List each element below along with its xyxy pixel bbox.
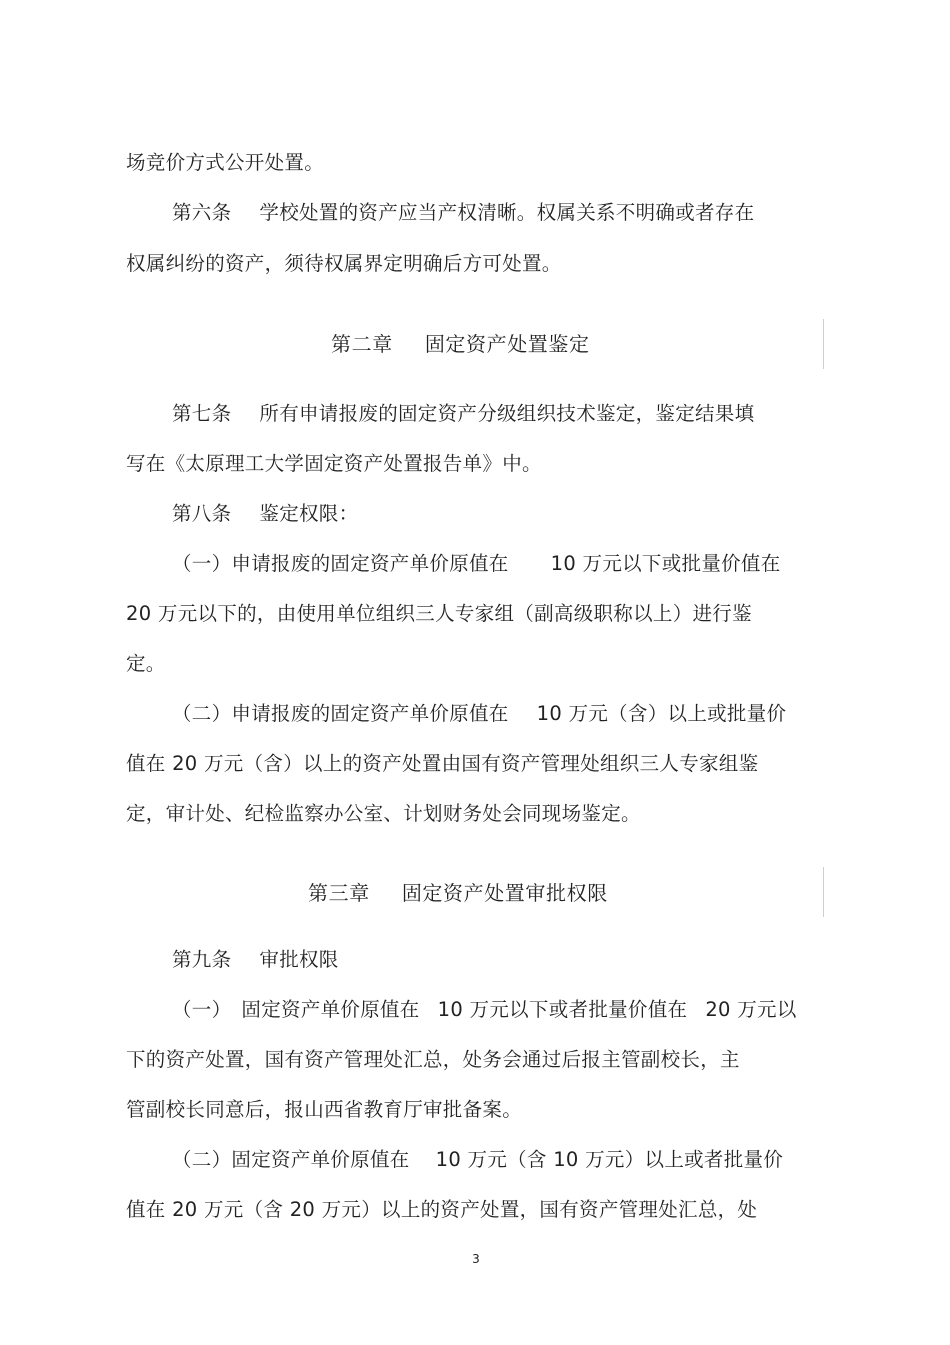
chapter-label: 第三章: [308, 881, 370, 905]
body-line: [126, 150, 324, 176]
text-run: （一）申请报废的固定资产单价原值在: [172, 552, 509, 575]
text-run: 值在 20 万元（含 20 万元）以上的资产处置，国有资产管理处汇总，处: [126, 1198, 758, 1221]
text-run: 20 万元以下的，由使用单位组织三人专家组（副高级职称以上）进行鉴: [126, 602, 752, 625]
item-line: [172, 701, 786, 727]
item-line: [172, 997, 797, 1023]
chapter-heading: [308, 880, 608, 906]
edge-mark: [823, 867, 824, 917]
article-8: [172, 501, 358, 527]
item-line: [172, 1147, 783, 1173]
text-run: 10 万元以下或者批量价值在: [437, 998, 688, 1021]
text-run: 固定资产单价原值在: [241, 998, 420, 1021]
text-run: 审批权限: [259, 948, 339, 971]
chapter-title: 固定资产处置审批权限: [401, 881, 608, 905]
text-run: 下的资产处置，国有资产管理处汇总，处务会通过后报主管副校长，主: [126, 1048, 740, 1071]
body-line: [126, 1097, 522, 1123]
text-run: 值在 20 万元（含）以上的资产处置由国有资产管理处组织三人专家组鉴: [126, 752, 759, 775]
item-line: [172, 551, 781, 577]
text-run: 20 万元以: [705, 998, 797, 1021]
text-run: （二）申请报废的固定资产单价原值在: [172, 702, 509, 725]
text-run: （二）固定资产单价原值在: [172, 1148, 410, 1171]
article-label: 第六条: [172, 201, 232, 224]
text-run: 写在《太原理工大学固定资产处置报告单》中。: [126, 452, 542, 475]
chapter-label: 第二章: [331, 332, 393, 356]
body-line: [126, 1047, 740, 1073]
body-line: [126, 251, 562, 277]
article-label: 第九条: [172, 948, 232, 971]
article-6: [172, 200, 754, 226]
article-9: [172, 947, 339, 973]
text-run: 所有申请报废的固定资产分级组织技术鉴定，鉴定结果填: [259, 402, 755, 425]
chapter-title: 固定资产处置鉴定: [424, 332, 590, 356]
article-label: 第八条: [172, 502, 232, 525]
page-number: 3: [472, 1252, 480, 1266]
text-run: （一）: [172, 998, 232, 1021]
article-label: 第七条: [172, 402, 232, 425]
body-line: [126, 801, 641, 827]
body-line: [126, 651, 166, 677]
text-run: 管副校长同意后，报山西省教育厅审批备案。: [126, 1098, 523, 1121]
text-run: 权属纠纷的资产，须待权属界定明确后方可处置。: [126, 252, 562, 275]
body-line: [126, 1197, 757, 1223]
text-run: 场竞价方式公开处置。: [126, 151, 325, 174]
body-line: [126, 451, 542, 477]
text-run: 定，审计处、纪检监察办公室、计划财务处会同现场鉴定。: [126, 802, 641, 825]
article-7: [172, 401, 754, 427]
text-run: 定。: [126, 652, 166, 675]
body-line: [126, 601, 752, 627]
edge-mark: [823, 319, 824, 369]
chapter-heading: [331, 331, 590, 357]
text-run: 10 万元以下或批量价值在: [550, 552, 781, 575]
body-line: [126, 751, 758, 777]
text-run: 10 万元（含 10 万元）以上或者批量价: [435, 1148, 784, 1171]
text-run: 学校处置的资产应当产权清晰。权属关系不明确或者存在: [259, 201, 755, 224]
text-run: 鉴定权限：: [259, 502, 359, 525]
text-run: 10 万元（含）以上或批量价: [536, 702, 787, 725]
